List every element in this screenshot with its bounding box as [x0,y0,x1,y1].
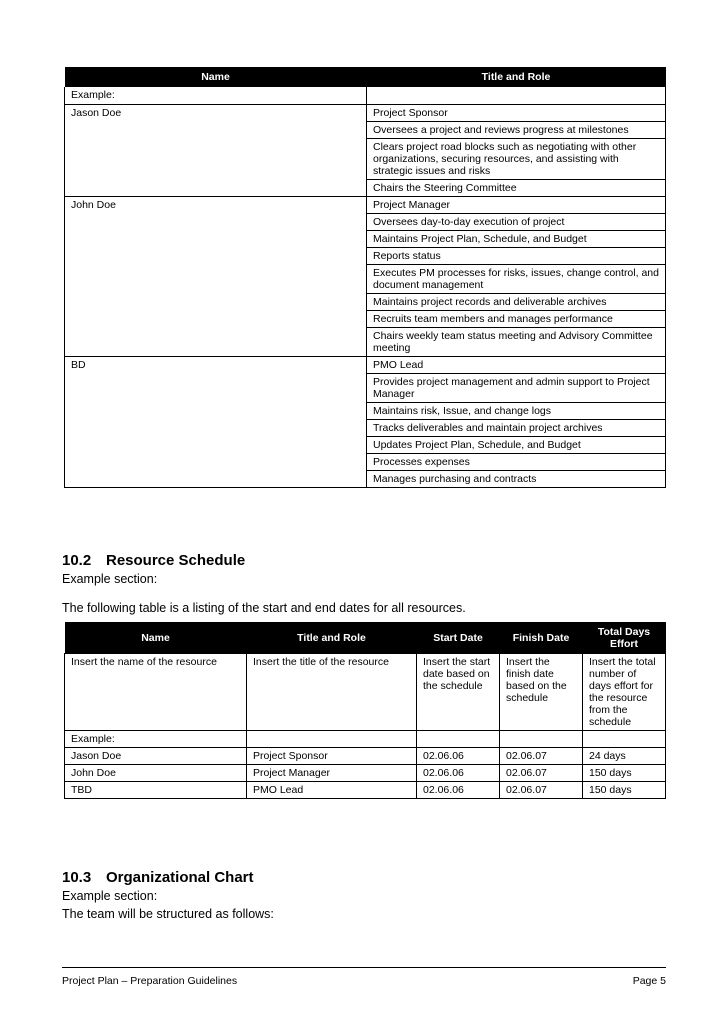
schedule-row [65,765,666,782]
role-duty: Provides project management and admin support to Project Manager [367,374,665,403]
section-10-2-heading [62,552,245,569]
role-duty: Maintains Project Plan, Schedule, and Budget [367,231,665,248]
roles-example-label: Example: [65,87,367,105]
section-10-3-heading [62,869,254,886]
finish-date: 02.06.07 [500,748,583,765]
role-duty: Updates Project Plan, Schedule, and Budget [367,437,665,454]
role-duty: Oversees day-to-day execution of project [367,214,665,231]
finish-date: 02.06.07 [500,765,583,782]
resource-title: Project Manager [247,765,417,782]
role-duty: Executes PM processes for risks, issues, change control, and document management [367,265,665,294]
role-duty: Maintains project records and deliverable archives [367,294,665,311]
role-title: Project Manager [367,197,665,214]
section-10-2-number: 10.2 [62,552,92,569]
roles-header-title: Title and Role [367,67,666,87]
roles-example-empty [367,87,666,105]
total-days-effort: 24 days [583,748,666,765]
role-duty: Oversees a project and reviews progress at milestones [367,122,665,139]
finish-date: 02.06.07 [500,782,583,799]
duties-cell [367,357,666,488]
resource-title: PMO Lead [247,782,417,799]
footer-page-number: Page 5 [632,975,666,987]
schedule-example-empty [500,731,583,748]
start-date: 02.06.06 [417,748,500,765]
total-days-effort: 150 days [583,765,666,782]
section-10-3-intro: The team will be structured as follows: [62,907,274,921]
schedule-header-row [65,622,666,654]
role-duty: Chairs weekly team status meeting and Advisory Committee meeting [373,330,653,354]
role-duty: Tracks deliverables and maintain project archives [367,420,665,437]
section-10-3-title: Organizational Chart [106,869,254,886]
resource-title: Project Sponsor [247,748,417,765]
person-name: John Doe [65,197,367,357]
role-duty: Recruits team members and manages performance [367,311,665,328]
instruction-title: Insert the title of the resource [247,654,417,731]
schedule-table [64,622,666,799]
role-duty: Chairs the Steering Committee [373,182,517,194]
roles-header-name: Name [65,67,367,87]
schedule-header-name: Name [65,622,247,654]
role-duty: Maintains risk, Issue, and change logs [367,403,665,420]
total-days-effort: 150 days [583,782,666,799]
section-10-2-intro: The following table is a listing of the start and end dates for all resources. [62,601,466,615]
duties-cell [367,105,666,197]
schedule-header-finish: Finish Date [500,622,583,654]
schedule-example-row [65,731,666,748]
schedule-example-empty [247,731,417,748]
section-10-3-number: 10.3 [62,869,92,886]
schedule-header-start: Start Date [417,622,500,654]
roles-table [64,67,666,488]
role-duty: Reports status [367,248,665,265]
footer-left: Project Plan – Preparation Guidelines [62,975,238,987]
resource-name: Jason Doe [65,748,247,765]
schedule-header-effort: Total Days Effort [583,622,666,654]
role-title: Project Sponsor [367,105,665,122]
section-10-2-title: Resource Schedule [106,552,246,569]
roles-group-row [65,105,666,197]
duties-cell [367,197,666,357]
schedule-header-title: Title and Role [247,622,417,654]
instruction-finish: Insert the finish date based on the schedule [500,654,583,731]
role-title: PMO Lead [367,357,665,374]
start-date: 02.06.06 [417,782,500,799]
role-duty: Clears project road blocks such as negotiating with other organizations, securing resources, and assisting with strategic issues and risks [367,139,665,180]
footer-divider [62,967,666,968]
person-name: Jason Doe [65,105,367,197]
resource-name: TBD [65,782,247,799]
resource-name: John Doe [65,765,247,782]
roles-example-row [65,87,666,105]
role-duty: Processes expenses [367,454,665,471]
schedule-example-empty [583,731,666,748]
instruction-name: Insert the name of the resource [65,654,247,731]
schedule-example-empty [417,731,500,748]
section-10-3-example: Example section: [62,889,158,903]
roles-group-row [65,357,666,488]
instruction-start: Insert the start date based on the schedule [417,654,500,731]
roles-group-row [65,197,666,357]
schedule-row [65,782,666,799]
schedule-row [65,748,666,765]
schedule-instruction-row [65,654,666,731]
person-name: BD [65,357,367,488]
start-date: 02.06.06 [417,765,500,782]
section-10-2-example: Example section: [62,572,158,586]
instruction-effort: Insert the total number of days effort for the resource from the schedule [583,654,666,731]
schedule-example-label: Example: [65,731,247,748]
roles-header-row [65,67,666,87]
role-duty: Manages purchasing and contracts [373,473,537,485]
